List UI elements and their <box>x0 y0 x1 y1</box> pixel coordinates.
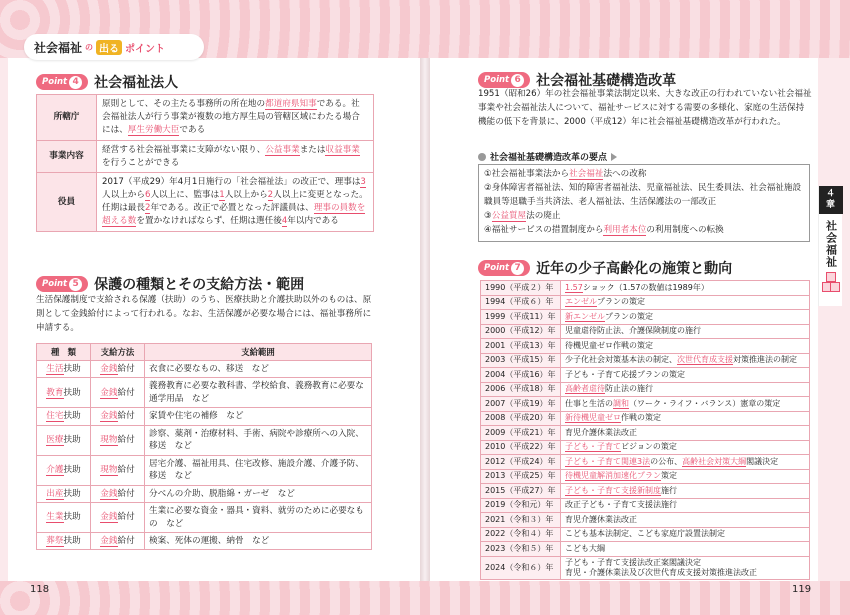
reform-points-box <box>478 164 810 242</box>
timeline-row <box>481 484 810 499</box>
timeline-event <box>561 440 810 455</box>
banner-mark: 出る <box>96 40 122 55</box>
timeline-keyword: 次世代育成支援 <box>677 355 733 365</box>
aid-row <box>37 503 372 533</box>
chapter-name: 社会福祉 <box>824 219 838 268</box>
timeline-row <box>481 440 810 455</box>
timeline-keyword: 新エンゼル <box>565 311 605 321</box>
corp-row-header: 役員 <box>37 173 97 232</box>
aid-type <box>37 455 91 485</box>
aid-type <box>37 503 91 533</box>
aid-method-suffix: 給付 <box>117 464 135 475</box>
timeline-text: 閣議決定 <box>746 456 779 466</box>
timeline-row <box>481 542 810 557</box>
corp-row <box>37 95 374 141</box>
reform-points-title <box>478 150 617 163</box>
timeline-year: 2001（平成13）年 <box>481 339 561 354</box>
corp-text: 原則として、その主たる事務所の所在地の <box>102 99 266 109</box>
timeline-text: 少子化社会対策基本法の制定、 <box>565 355 677 365</box>
page-number-right: 119 <box>792 584 812 595</box>
timeline-year: 2009（平成21）年 <box>481 426 561 441</box>
timeline-text: プランの策定 <box>597 297 645 307</box>
timeline-event <box>561 484 810 499</box>
aid-type-keyword: 生活 <box>46 364 64 374</box>
aid-header-type: 種 類 <box>37 344 91 361</box>
timeline-row <box>481 310 810 325</box>
corp-text: または <box>299 144 326 155</box>
corp-keyword: 都道府県知事 <box>265 99 317 109</box>
aid-type-keyword: 医療 <box>46 435 64 446</box>
timeline-text: 施行 <box>661 485 677 495</box>
timeline-row <box>481 281 810 296</box>
timeline-text: 育児介護休業法改正 <box>565 427 637 437</box>
timeline-year: 2023（令和５）年 <box>481 542 561 557</box>
timeline-text: 仕事と生活の <box>565 398 613 408</box>
reform-text: 法の廃止 <box>526 210 561 221</box>
aid-scope: 検案、死体の運搬、納骨 など <box>145 532 372 549</box>
timeline-event <box>561 556 810 580</box>
aid-type <box>37 425 91 455</box>
corp-text: 人以上から <box>102 190 145 201</box>
point4-title: 社会福祉法人 <box>94 75 179 91</box>
book-gutter <box>420 58 430 581</box>
aid-type-suffix: 扶助 <box>63 411 81 422</box>
timeline-year: 2012（平成24）年 <box>481 455 561 470</box>
timeline-text: 子ども・子育て支援法改正案閣議決定 育児・介護休業法及び次世代育成支援対策推進法改正 <box>565 557 757 577</box>
aid-type <box>37 378 91 408</box>
timeline-event <box>561 295 810 310</box>
corp-text: を置かなければならず、任期は選任後 <box>136 216 282 227</box>
aid-type <box>37 408 91 425</box>
timeline-keyword: エンゼル <box>565 297 597 307</box>
aid-scope: 生業に必要な資金・器具・資料、就労のために必要なもの など <box>145 503 372 533</box>
timeline-event <box>561 281 810 296</box>
timeline-row <box>481 556 810 580</box>
timeline-event <box>561 513 810 528</box>
aid-type <box>37 361 91 378</box>
point7-badge <box>478 260 530 276</box>
timeline-year: 2013（平成25）年 <box>481 469 561 484</box>
bullet-dot-icon <box>478 153 486 161</box>
corp-text: を行うことができる <box>102 157 180 168</box>
reform-keyword: 社会福祉 <box>569 169 604 179</box>
banner-no: の <box>85 42 94 52</box>
reform-text: ③ <box>484 210 492 221</box>
point5-intro: 生活保護制度で支給される保護（扶助）のうち、医療扶助と介護扶助以外のものは、原則として金銭給付によって行われる。なお、生活保護が必要な場合には、福祉事務所に申請する。 <box>36 295 372 333</box>
banner-point: ポイント <box>125 43 166 55</box>
timeline-event <box>561 339 810 354</box>
point5-title: 保護の種類とその支給方法・範囲 <box>94 277 305 293</box>
point6-intro: 1951（昭和26）年の社会福祉事業法制定以来、大きな改正の行われていない社会福祉事業や社会福祉法人について、福祉サービスに対する需要の多様化、家庭の生活保持機能の低下を背景に、2000（平成12）年に社会福祉基礎構造改革が行われた。 <box>478 89 812 127</box>
aid-row <box>37 408 372 425</box>
timeline-text: の公布、 <box>650 456 683 466</box>
aid-scope: 衣食に必要なもの、移送 など <box>145 361 372 378</box>
corp-text: 人以上に、監事は <box>150 190 220 201</box>
timeline-text: 子ども・子育て応援プランの策定 <box>565 369 685 379</box>
aid-type-suffix: 扶助 <box>63 512 81 523</box>
timeline-year: 2006（平成18）年 <box>481 382 561 397</box>
corp-keyword: 公益事業 <box>265 144 300 155</box>
corp-text: 人以上から <box>224 190 268 201</box>
timeline-keyword: 子ども・子育て <box>565 442 621 452</box>
point4-heading <box>36 72 178 92</box>
aid-method <box>91 378 145 408</box>
timeline-year: 2004（平成16）年 <box>481 368 561 383</box>
header-banner <box>24 34 204 60</box>
timeline-keyword: 子ども・子育て支援新制度 <box>565 485 661 495</box>
timeline-row <box>481 324 810 339</box>
reform-points-title-text: 社会福祉基礎構造改革の要点 <box>490 153 608 163</box>
point6-title: 社会福祉基礎構造改革 <box>536 73 677 89</box>
timeline-event <box>561 527 810 542</box>
timeline-event <box>561 397 810 412</box>
corp-text: 人以上に変更となった。任期は最長 <box>102 190 368 214</box>
aid-method-keyword: 現物 <box>100 464 118 475</box>
timeline-year: 2021（令和３）年 <box>481 513 561 528</box>
timeline-text: 策定 <box>661 471 677 481</box>
timeline-row <box>481 527 810 542</box>
point4-number: 4 <box>69 76 82 89</box>
timeline-row <box>481 498 810 513</box>
timeline-year: 2000（平成12）年 <box>481 324 561 339</box>
timeline-row <box>481 368 810 383</box>
timeline-event <box>561 455 810 470</box>
timeline-text: （ワーク・ライフ・バランス）憲章の策定 <box>629 398 781 408</box>
aid-table <box>36 343 372 550</box>
point5-badge <box>36 276 88 292</box>
timeline-row <box>481 382 810 397</box>
corp-row-header: 事業内容 <box>37 140 97 173</box>
timeline-keyword: 高齢社会対策大綱 <box>682 456 747 466</box>
timeline-text: 防止法の施行 <box>605 384 653 394</box>
timeline-event <box>561 411 810 426</box>
aid-scope: 居宅介護、福祉用具、住宅改修、施設介護、介護予防、移送 など <box>145 455 372 485</box>
aid-method-keyword: 現物 <box>100 435 118 446</box>
timeline-row <box>481 513 810 528</box>
point5-number: 5 <box>69 278 82 291</box>
timeline-text: プランの策定 <box>605 311 653 321</box>
timeline-row <box>481 295 810 310</box>
aid-method <box>91 408 145 425</box>
aid-type-suffix: 扶助 <box>63 488 81 499</box>
timeline-row <box>481 397 810 412</box>
timeline-text: 育児介護休業法改正 <box>565 514 637 524</box>
timeline-event <box>561 324 810 339</box>
reform-text: ②身体障害者福祉法、知的障害者福祉法、児童福祉法、民生委員法、社会福祉施設職員等退職手当共済法、老人福祉法、生活保護法の一部改正 <box>484 182 802 207</box>
timeline-year: 2015（平成27）年 <box>481 484 561 499</box>
aid-scope: 義務教育に必要な教科書、学校給食、義務教育に必要な通学用品 など <box>145 378 372 408</box>
timeline-event <box>561 426 810 441</box>
timeline-event <box>561 542 810 557</box>
aid-type <box>37 532 91 549</box>
aid-method-keyword: 金銭 <box>100 535 118 546</box>
point5-heading <box>36 274 304 294</box>
policy-timeline-table <box>480 280 810 580</box>
timeline-keyword: 調和 <box>613 398 629 408</box>
corp-keyword: 4 <box>281 216 288 227</box>
aid-method-keyword: 金銭 <box>100 387 118 398</box>
corp-keyword: 厚生労働大臣 <box>127 124 180 135</box>
aid-method-keyword: 金銭 <box>100 364 118 374</box>
timeline-year: 2008（平成20）年 <box>481 411 561 426</box>
corp-keyword: 2 <box>144 203 151 214</box>
corp-row-content <box>97 95 374 141</box>
point7-number: 7 <box>511 262 524 275</box>
timeline-text: 待機児童ゼロ作戦の策定 <box>565 340 653 350</box>
chapter-number: ４ 章 <box>819 186 843 214</box>
timeline-event <box>561 368 810 383</box>
corp-text: 経営する社会福祉事業に支障がない限り、 <box>102 144 266 155</box>
aid-type-keyword: 生業 <box>46 512 64 523</box>
cubes-icon <box>822 272 840 298</box>
aid-method <box>91 485 145 502</box>
timeline-event <box>561 310 810 325</box>
corp-row-content <box>97 173 374 232</box>
timeline-row <box>481 353 810 368</box>
timeline-text: 児童虐待防止法、介護保険制度の施行 <box>565 326 701 336</box>
point6-badge <box>478 72 530 88</box>
corp-row-content <box>97 140 374 173</box>
timeline-row <box>481 469 810 484</box>
aid-scope: 家賃や住宅の補修 など <box>145 408 372 425</box>
point5-badge-label: Point <box>42 279 68 289</box>
reform-text: の利用制度への転換 <box>646 224 724 235</box>
corp-text: 年以内である <box>287 216 339 227</box>
timeline-row <box>481 426 810 441</box>
corp-keyword: 2 <box>267 190 274 201</box>
point6-badge-label: Point <box>484 75 510 85</box>
timeline-keyword: 1.57 <box>565 282 583 292</box>
corp-keyword: 収益事業 <box>325 144 360 155</box>
aid-type-suffix: 扶助 <box>63 364 81 374</box>
background-bottom <box>0 581 850 615</box>
reform-keyword: 公益質屋 <box>491 210 527 221</box>
aid-row <box>37 425 372 455</box>
corp-text: 年である。改正で必置となった評議員は、 <box>150 203 314 214</box>
aid-type-suffix: 扶助 <box>63 387 81 398</box>
timeline-text: 改正子ども・子育て支援法施行 <box>565 500 677 510</box>
corp-text: である <box>179 124 206 135</box>
aid-method-suffix: 給付 <box>117 488 135 499</box>
aid-row <box>37 378 372 408</box>
timeline-text: こども大綱 <box>565 543 605 553</box>
aid-type-keyword: 教育 <box>46 387 64 398</box>
aid-method-suffix: 給付 <box>117 535 135 546</box>
timeline-year: 2022（令和４）年 <box>481 527 561 542</box>
timeline-year: 2024（令和６）年 <box>481 556 561 580</box>
corporation-table <box>36 94 374 232</box>
aid-method-keyword: 金銭 <box>100 411 118 422</box>
aid-method-suffix: 給付 <box>117 435 135 446</box>
point6-number: 6 <box>511 74 524 87</box>
timeline-keyword: 新待機児童ゼロ <box>565 413 621 423</box>
aid-method-keyword: 金銭 <box>100 512 118 523</box>
aid-type-suffix: 扶助 <box>63 464 81 475</box>
aid-type <box>37 485 91 502</box>
corp-row-header: 所轄庁 <box>37 95 97 141</box>
aid-type-keyword: 介護 <box>46 464 64 475</box>
timeline-row <box>481 339 810 354</box>
corp-row <box>37 140 374 173</box>
timeline-year: 1999（平成11）年 <box>481 310 561 325</box>
page-number-left: 118 <box>30 584 50 595</box>
aid-type-keyword: 住宅 <box>46 411 64 422</box>
corp-text: 2017（平成29）年4月1日施行の「社会福祉法」の改正で、理事は <box>102 177 361 188</box>
timeline-text: 作戦の策定 <box>621 413 661 423</box>
timeline-year: 2007（平成19）年 <box>481 397 561 412</box>
aid-header-method: 支給方法 <box>91 344 145 361</box>
timeline-year: 2003（平成15）年 <box>481 353 561 368</box>
aid-method <box>91 532 145 549</box>
aid-method-suffix: 給付 <box>117 387 135 398</box>
aid-type-suffix: 扶助 <box>63 435 81 446</box>
aid-method <box>91 425 145 455</box>
reform-point-item <box>484 210 804 224</box>
corp-keyword: 3 <box>360 177 366 188</box>
timeline-keyword: 子ども・子育て関連3法 <box>565 456 651 466</box>
banner-subject: 社会福祉 <box>34 40 83 55</box>
aid-type-keyword: 出産 <box>46 488 64 499</box>
reform-keyword: 利用者本位 <box>603 224 647 235</box>
timeline-event <box>561 469 810 484</box>
timeline-row <box>481 455 810 470</box>
timeline-keyword: 高齢者虐待 <box>565 384 605 394</box>
aid-method <box>91 503 145 533</box>
timeline-keyword: 待機児童解消加速化プラン <box>565 471 661 481</box>
reform-point-item <box>484 168 804 182</box>
point4-badge-label: Point <box>42 77 68 87</box>
timeline-text: こども基本法制定、こども家庭庁設置法制定 <box>565 529 725 539</box>
timeline-text: 対策推進法の制定 <box>733 355 797 365</box>
timeline-event <box>561 353 810 368</box>
timeline-text: ビジョンの策定 <box>621 442 677 452</box>
reform-text: ①社会福祉事業法から <box>484 169 570 179</box>
reform-point-item <box>484 224 804 238</box>
timeline-year: 2019（令和元）年 <box>481 498 561 513</box>
aid-row <box>37 485 372 502</box>
timeline-event <box>561 498 810 513</box>
corp-keyword: 理事の員数を超える数 <box>102 203 366 227</box>
corp-keyword: 6 <box>144 190 151 201</box>
aid-method-keyword: 金銭 <box>100 488 118 499</box>
aid-row <box>37 455 372 485</box>
aid-row <box>37 361 372 378</box>
timeline-row <box>481 411 810 426</box>
point7-heading <box>478 258 732 278</box>
aid-method-suffix: 給付 <box>117 364 135 374</box>
aid-header-scope: 支給範囲 <box>145 344 372 361</box>
aid-method-suffix: 給付 <box>117 512 135 523</box>
triangle-icon <box>611 153 617 161</box>
aid-method-suffix: 給付 <box>117 411 135 422</box>
reform-text: ④福祉サービスの措置制度から <box>484 224 604 235</box>
aid-method <box>91 361 145 378</box>
timeline-year: 1990（平成２）年 <box>481 281 561 296</box>
corp-keyword: 1 <box>219 190 225 201</box>
timeline-event <box>561 382 810 397</box>
aid-row <box>37 532 372 549</box>
point7-title: 近年の少子高齢化の施策と動向 <box>536 261 733 277</box>
aid-scope: 分べんの介助、脱脂綿・ガーゼ など <box>145 485 372 502</box>
aid-type-keyword: 葬祭 <box>46 535 64 546</box>
aid-scope: 診察、薬剤・治療材料、手術、病院や診療所への入院、移送 など <box>145 425 372 455</box>
corp-row <box>37 173 374 232</box>
reform-point-item <box>484 182 804 210</box>
timeline-year: 1994（平成６）年 <box>481 295 561 310</box>
timeline-year: 2010（平成22）年 <box>481 440 561 455</box>
reform-text: 法への改称 <box>603 169 647 179</box>
point6-heading <box>478 70 676 90</box>
point7-badge-label: Point <box>484 263 510 273</box>
point4-badge <box>36 74 88 90</box>
corp-text: である。社会福祉法人が行う事業が複数の地方厚生局の管轄区域にわたる場合には、 <box>102 99 360 135</box>
aid-type-suffix: 扶助 <box>63 535 81 546</box>
timeline-text: ショック（1.57の数値は1989年） <box>582 282 709 292</box>
aid-method <box>91 455 145 485</box>
